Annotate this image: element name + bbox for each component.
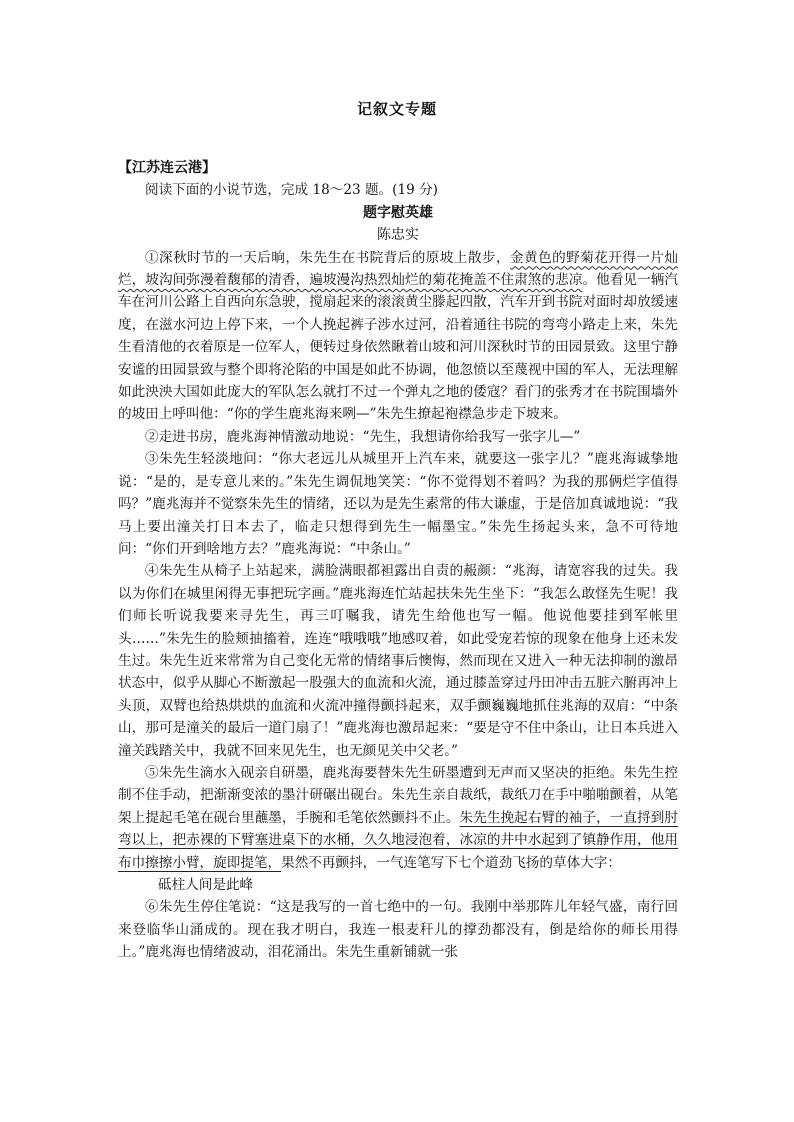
region-label: 【江苏连云港】 [118, 160, 216, 176]
calligraphy-line: 砥柱人间是此峰 [158, 877, 254, 893]
underlined-text: 朱先生挽起右臂的袖子，一直捋到肘弯以上，把赤裸的下臂塞进桌下的水桶，久久地浸泡着，冰凉的井中水起到了镇静作用，他用布巾擦擦小臂，旋即提笔， [118, 809, 679, 871]
document-title: 记叙文专题 [356, 100, 437, 118]
paragraph-5 [118, 762, 678, 874]
story-title: 题字慰英雄 [363, 204, 433, 221]
paragraph-2: ②走进书房，鹿兆海神情激动地说：“先生，我想请你给我写一张字儿—” [145, 428, 581, 445]
paragraph-text: 果然不再颤抖，一气连笔写下七个道劲飞扬的草体大字： [281, 854, 621, 871]
paragraph-4: ④朱先生从椅子上站起来，满脸满眼都袒露出自责的赧颜：“兆海，请宽容我的过失。我以为你们在城里闲得无事把玩字画。”鹿兆海连忙站起扶朱先生坐下：“我怎么敢怪先生呢！我们师长听说我要来寻先生，再三叮嘱我，请先生给他也写一幅。他说他要挂到军帐里头……”朱先生的脸颊抽搐着，连连“哦哦哦”地感叹着，如此受宠若惊的现象在他身上还未发生过。朱先生近来常常为自己变化无常的情绪事后懊悔，然而现在又进入一种无法抑制的激昂状态中，似乎从脚心不断激起一股强大的血流和火流，通过膝盖穿过丹田冲击五脏六腑再冲上头顶，双臂也给热烘烘的血流和火流冲撞得颤抖起来，双手颤巍巍地抓住兆海的双肩：“中条山，那可是潼关的最后一道门扇了！”鹿兆海也激昂起来：“要是守不住中条山，让日本兵进入潼关践踏关中，我就不回来见先生，也无颜见关中父老。” [118, 563, 678, 759]
paragraph-3: ③朱先生轻淡地问：“你大老远儿从城里开上汽车来，就要这一张字儿？”鹿兆海诚挚地说：“是的，是专意儿来的。”朱先生调侃地笑笑：“你不觉得划不着吗？为我的那俩烂字值得吗？”鹿兆海并不觉察朱先生的情绪，还以为是先生素常的伟大谦虚，于是倍加真诚地说：“我马上要出潼关打日本去了，临走只想得到先生一幅墨宝。”朱先生扬起头来，急不可待地问：“你们开到啥地方去？”鹿兆海说：“中条山。” [118, 451, 678, 557]
paragraph-text: 。他看见一辆汽车在河川公路上自西向东急驶，搅扇起来的滚滚黄尘滕起四散，汽车开到书院对面时却放缓速度，在滋水河边上停下来，一个人挽起裤子涉水过河，沿着通往书院的弯弯小路走上来，朱先生看清他的衣着原是一位军人，便转过身依然瞅着山坡和河川深秋时节的田园景致。这里宁静安谧的田园景致与整个即将沦陷的中国是如此不协调，他忽愤以至蔑视中国的军人，无法理解如此泱泱大国如此庞大的军队怎么就打不过一个弹丸之地的倭寇？看门的张秀才在书院围墙外的坡田上呼叫他：“你的学生鹿兆海来咧—”朱先生撩起袍襟急步走下坡来。 [118, 272, 679, 423]
reading-instruction: 阅读下面的小说节选，完成 18～23 题。(19 分) [145, 182, 438, 199]
document-body [118, 157, 678, 964]
paragraph-6: ⑥朱先生停住笔说：“这是我写的一首七绝中的一句。我刚中举那阵儿年轻气盛，南行回来登临华山涌成的。现在我才明白，我连一根麦秆儿的撑劲都没有，倒是给你的师长用得上。”鹿兆海也情绪波动，泪花涌出。朱先生重新铺就一张 [118, 899, 678, 961]
story-author: 陈忠实 [377, 227, 419, 244]
paragraph-text: ⑤朱先生滴水入砚亲自研墨，鹿兆海要替朱先生研墨遭到无声而又坚决的拒绝。朱先生控制不住手动，把渐渐变浓的墨汁研碾出砚台。朱先生亲自裁纸，裁纸刀在手中啪啪颤着，从笔架上提起毛笔在砚台里蘸墨，手腕和毛笔依然颤抖不止。 [118, 764, 678, 826]
paragraph-text: ①深秋时节的一天后晌，朱先生在书院背后的原坡上散步， [145, 249, 510, 266]
wavy-underlined-text: 金黄色的野菊花开得一片灿烂，坡沟间弥漫着馥郁的清香，遍坡漫沟热烈灿烂的菊花掩盖不住肃煞的悲凉 [118, 249, 679, 289]
paragraph-1 [118, 247, 678, 426]
